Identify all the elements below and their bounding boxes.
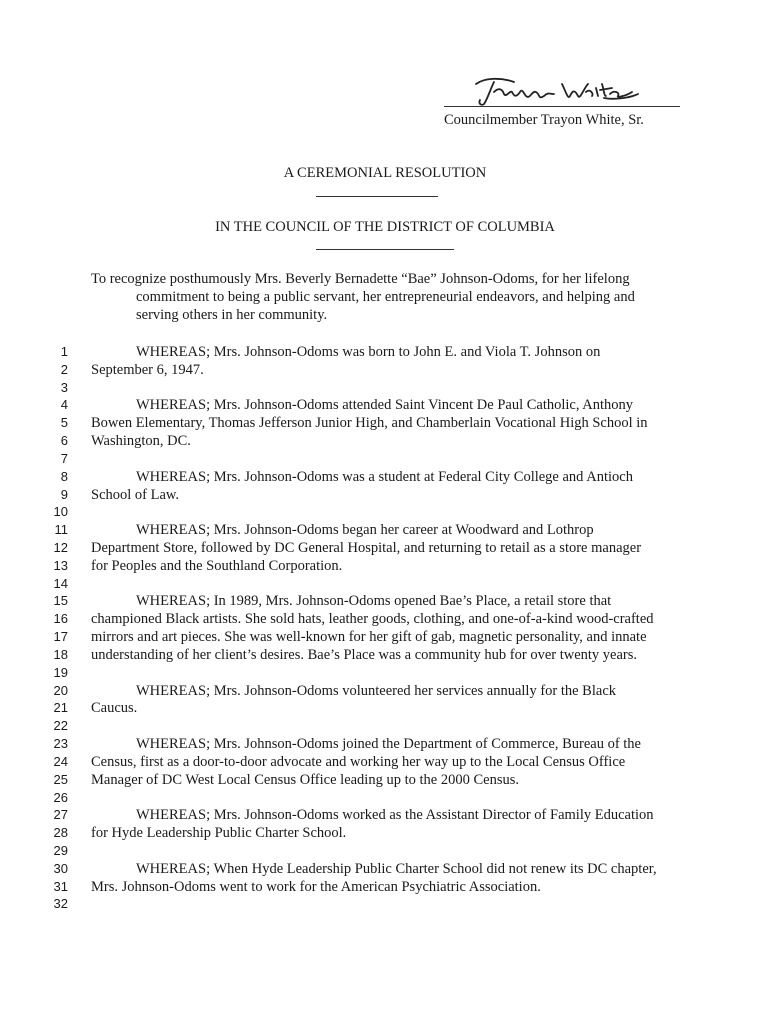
line-number: 28 (53, 825, 68, 841)
line-number: 21 (53, 700, 68, 716)
resolution-text-line: WHEREAS; Mrs. Johnson-Odoms was born to John E. and Viola T. Johnson on (136, 344, 601, 360)
line-number: 25 (53, 771, 68, 787)
line-number: 26 (53, 789, 68, 805)
title-rule (316, 196, 438, 197)
line-number: 2 (60, 361, 68, 377)
resolution-text-line: championed Black artists. She sold hats, leather goods, clothing, and one-of-a-kind wood-crafted (91, 611, 654, 628)
purpose-clause (91, 270, 681, 324)
council-rule (316, 249, 454, 250)
resolution-text-line: WHEREAS; Mrs. Johnson-Odoms attended Saint Vincent De Paul Catholic, Anthony (136, 397, 634, 414)
line-number: 16 (53, 611, 68, 627)
handwritten-signature (454, 74, 654, 108)
line-number: 11 (54, 522, 68, 538)
line-number: 27 (53, 807, 68, 823)
line-number: 9 (60, 486, 68, 502)
resolution-text-line: Manager of DC West Local Census Office leading up to the 2000 Census. (91, 771, 519, 788)
resolution-text-line: understanding of her client’s desires. Bae’s Place was a community hub for over twenty years. (91, 646, 638, 663)
resolution-title: A CEREMONIAL RESOLUTION (283, 165, 487, 181)
line-number: 24 (53, 753, 68, 769)
line-number: 10 (53, 504, 68, 520)
line-number: 32 (53, 896, 68, 912)
resolution-text-line: for Hyde Leadership Public Charter School. (91, 825, 347, 842)
line-number: 18 (53, 646, 68, 662)
line-number: 29 (53, 842, 68, 858)
resolution-text-line: WHEREAS; When Hyde Leadership Public Charter School did not renew its DC chapter, (136, 860, 657, 877)
resolution-text-line: WHEREAS; Mrs. Johnson-Odoms was a student at Federal City College and Antioch (136, 468, 633, 485)
resolution-text-line: WHEREAS; Mrs. Johnson-Odoms worked as the Assistant Director of Family Education (136, 807, 654, 824)
resolution-text-line: WHEREAS; Mrs. Johnson-Odoms volunteered her services annually for the Black (136, 682, 617, 699)
resolution-text-line: September 6, 1947. (91, 361, 204, 378)
resolution-text-line: Mrs. Johnson-Odoms went to work for the American Psychiatric Association. (91, 878, 541, 895)
line-number: 6 (60, 433, 68, 449)
line-number: 31 (53, 878, 68, 894)
line-number: 14 (53, 575, 68, 591)
resolution-text-line: WHEREAS; Mrs. Johnson-Odoms began her career at Woodward and Lothrop (136, 522, 594, 539)
line-number: 4 (60, 397, 68, 413)
line-number: 7 (60, 450, 68, 466)
resolution-text-line: WHEREAS; Mrs. Johnson-Odoms joined the Department of Commerce, Bureau of the (136, 736, 641, 753)
line-number: 17 (53, 629, 68, 645)
council-heading: IN THE COUNCIL OF THE DISTRICT OF COLUMBIA (215, 219, 555, 235)
line-number: 19 (53, 664, 68, 680)
resolution-text-line: WHEREAS; In 1989, Mrs. Johnson-Odoms opened Bae’s Place, a retail store that (136, 593, 612, 610)
resolution-text-line: Caucus. (91, 700, 138, 717)
line-number: 3 (60, 379, 68, 395)
purpose-line: commitment to being a public servant, her entrepreneurial endeavors, and helping and (136, 289, 635, 305)
line-number: 12 (53, 540, 68, 556)
resolution-text-line: Washington, DC. (91, 433, 191, 450)
signature-line (444, 106, 680, 107)
resolution-text-line: Census, first as a door-to-door advocate and working her way up to the Local Census Office (91, 753, 626, 770)
sponsor-name: Councilmember Trayon White, Sr. (444, 112, 644, 128)
resolution-text-line: Bowen Elementary, Thomas Jefferson Junior High, and Chamberlain Vocational High School in (91, 415, 648, 432)
line-number: 5 (60, 415, 68, 431)
purpose-line: To recognize posthumously Mrs. Beverly Bernadette “Bae” Johnson-Odoms, for her lifelong (91, 271, 630, 287)
line-number: 1 (60, 344, 68, 359)
resolution-text-line: mirrors and art pieces. She was well-known for her gift of gab, magnetic personality, and innate (91, 629, 647, 646)
line-number: 22 (53, 718, 68, 734)
line-number: 20 (53, 682, 68, 698)
resolution-text-line: School of Law. (91, 486, 180, 503)
line-number: 8 (60, 468, 68, 484)
line-number: 23 (53, 736, 68, 752)
purpose-line: serving others in her community. (136, 307, 328, 323)
resolution-text-line: for Peoples and the Southland Corporation. (91, 557, 343, 574)
line-number: 13 (53, 557, 68, 573)
line-number: 15 (53, 593, 68, 609)
line-number: 30 (53, 860, 68, 876)
resolution-text-line: Department Store, followed by DC General Hospital, and returning to retail as a store manager (91, 540, 642, 557)
